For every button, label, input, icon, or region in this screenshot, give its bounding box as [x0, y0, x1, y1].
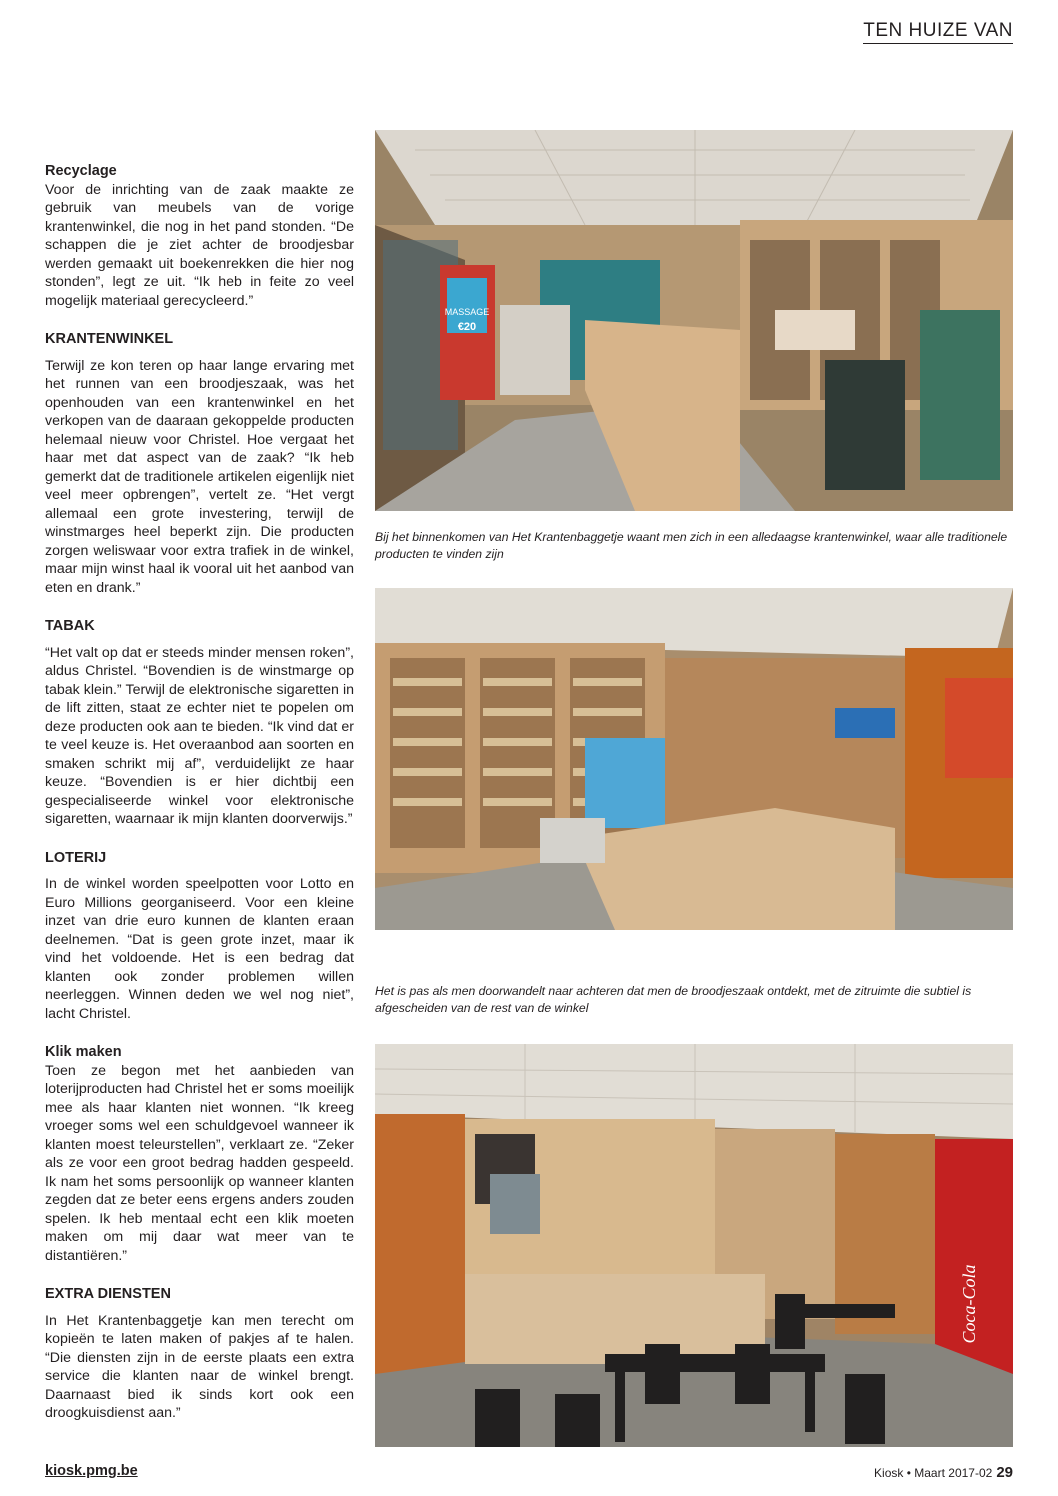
heading-klik-maken: Klik maken — [45, 1044, 122, 1060]
text-tabak: “Het valt op dat er steeds minder mensen roken”, aldus Christel. “Bovendien is de winstmarge op tabak klein.” Terwijl de elektronische sigaretten in de lift zitten, staat ze echter niet te popelen om deze producten ook aan te bieden. “Ik vind dat er te veel keuze is. Het overaanbod aan soorten en smaken schrikt mij af”, verduidelijkt ze haar keuze. “Bovendien is er hier dichtbij een gespecialiseerde winkel voor elektronische sigaretten, waarnaar ik mijn klanten doorverwijs.” — [45, 644, 354, 827]
heading-krantenwinkel: KRANTENWINKEL — [45, 331, 174, 347]
text-klik-maken: Toen ze begon met het aanbieden van loterijproducten had Christel het er soms moeilijk mee als haar klanten niet wonnen. “Ik kreeg vroeger soms wel een schuldgevoel wanneer ik klanten moest teleurstellen”, verklaart ze. “Zeker als ze voor een groot bedrag hadden gespeeld. Ik nam het soms persoonlijk op wanneer klanten zegden dat ze beter eens ergens anders zouden spelen. Ik heb mentaal echt een klik moeten maken om mij daar wat meer van te distantiëren.” — [45, 1062, 354, 1264]
section-header: TEN HUIZE VAN — [863, 20, 1013, 44]
section-krantenwinkel — [45, 330, 354, 597]
section-extra-diensten — [45, 1285, 354, 1423]
text-extra-diensten: In Het Krantenbaggetje kan men terecht om kopieën te laten maken of pakjes af te halen. “Die diensten zijn in de eerste plaats een extra service die klanten naar de winkel brengt. Daarnaast bied ik sinds kort ook een droogkuisdienst aan.” — [45, 1312, 354, 1421]
massage-label: MASSAGE — [444, 307, 490, 317]
photo-shop-entrance — [375, 130, 1013, 511]
caption-photo-1: Bij het binnenkomen van Het Krantenbaggetje waant men zich in een alledaagse krantenwinkel, waar alle traditionele producten te vinden zijn — [375, 530, 1008, 561]
section-klik-maken — [45, 1043, 354, 1265]
heading-extra-diensten: EXTRA DIENSTEN — [45, 1286, 171, 1302]
heading-loterij: LOTERIJ — [45, 849, 107, 866]
photo-tobacco-counter — [375, 588, 1013, 930]
text-krantenwinkel: Terwijl ze kon teren op haar lange ervaring met het runnen van een broodjeszaak, was het openhouden van een krantenwinkel en het verkopen van de daaraan gekoppelde producten helemaal nieuw voor Christel. Hoe vergaat het haar met dat aspect van de zaak? “Ik heb gemerkt dat de traditionele artikelen eigenlijk niet veel meer opbrengen”, vertelt ze. “Het vergt allemaal een grote investering, terwijl de winstmarges heel beperkt zijn. Die producten zorgen weliswaar voor extra trafiek in de winkel, maar mijn winst haal ik vooral uit het aanbod van eten en drank.” — [45, 357, 354, 596]
heading-tabak: TABAK — [45, 618, 95, 634]
photo-seating-area — [375, 1044, 1013, 1447]
website-link[interactable]: kiosk.pmg.be — [45, 1463, 138, 1479]
article-column — [45, 162, 354, 1423]
page-number: 29 — [996, 1464, 1013, 1481]
section-loterij — [45, 849, 354, 1024]
heading-recyclage: Recyclage — [45, 163, 117, 179]
section-tabak — [45, 617, 354, 829]
magazine-issue: Kiosk • Maart 2017-02 — [874, 1466, 993, 1480]
section-recyclage — [45, 162, 354, 310]
text-recyclage: Voor de inrichting van de zaak maakte ze gebruik van meubels van de vorige krantenwinkel, die nog in het pand stonden. “De schappen die je ziet achter de broodjesbar werden gemaakt uit boekenrekken die hier nog stonden”, legt ze uit. “Ik heb in feite zo veel mogelijk materiaal gerecycleerd.” — [45, 181, 354, 309]
page-footer — [874, 1464, 1013, 1481]
price-label: €20 — [457, 321, 477, 333]
caption-photo-2: Het is pas als men doorwandelt naar achteren dat men de broodjeszaak ontdekt, met de zitruimte die subtiel is afgescheiden van de rest van de winkel — [375, 984, 972, 1015]
cola-logo-text: Coca-Cola — [959, 1264, 979, 1344]
text-loterij: In de winkel worden speelpotten voor Lotto en Euro Millions georganiseerd. Voor een kleine inzet van drie euro kunnen de klanten eraan deelnemen. “Dat is geen grote inzet, maar ik vind het voldoende. Het is een bedrag dat klanten ook zonder problemen willen neerleggen. Winnen deden we wel nog niet”, lacht Christel. — [45, 876, 354, 1022]
